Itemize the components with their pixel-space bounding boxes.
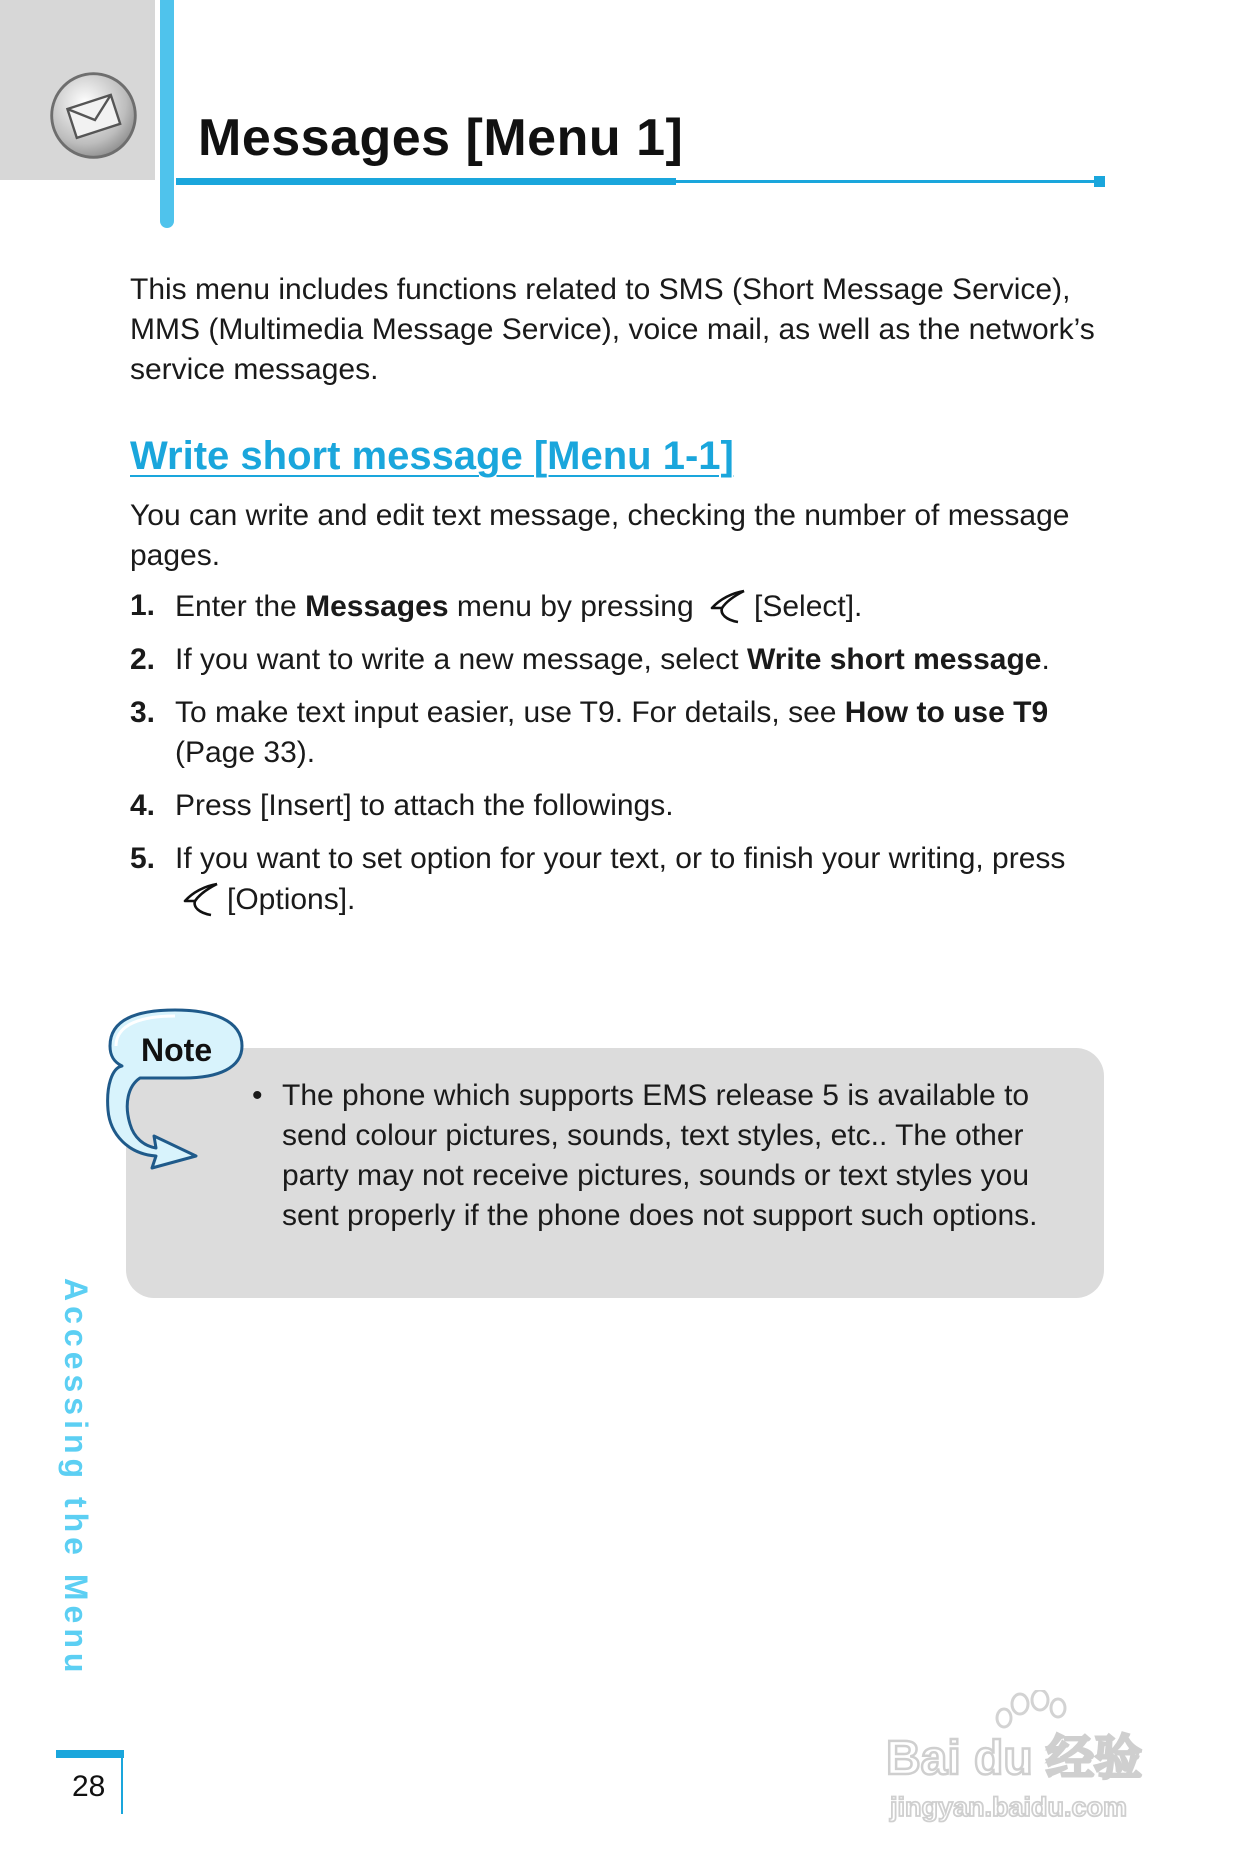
- step-text: If you want to write a new message, select: [175, 643, 747, 676]
- title-rule: [176, 178, 676, 185]
- step-number: 1.: [130, 589, 156, 622]
- watermark-logo-text: Bai du 经验: [886, 1732, 1143, 1785]
- step-text: .: [1041, 643, 1050, 676]
- left-soft-key-icon: [708, 586, 748, 626]
- step-item: [130, 586, 1110, 627]
- step-number: 4.: [130, 789, 156, 822]
- step-item: [130, 693, 1110, 773]
- step-bold-text: Write short message: [746, 643, 1042, 676]
- section-intro: You can write and edit text message, checking the number of message pages.: [130, 499, 1070, 572]
- step-number: 5.: [130, 842, 156, 875]
- note-label: Note: [141, 1032, 213, 1068]
- baidu-watermark: [880, 1690, 1180, 1830]
- section-heading: Write short message [Menu 1-1]: [130, 434, 734, 478]
- intro-paragraph: This menu includes functions related to SMS (Short Message Service), MMS (Multimedia Message Service), voice mail, as well as the network’s service messages.: [130, 273, 1095, 386]
- step-bold-text: How to use T9: [844, 696, 1049, 729]
- header-accent-bar: [160, 0, 174, 228]
- step-text: If you want to set option for your text, or to finish your writing, press: [175, 842, 1066, 875]
- step-item: [130, 839, 1110, 920]
- step-text: To make text input easier, use T9. For details, see: [175, 696, 845, 729]
- title-rule-thin: [676, 180, 1094, 183]
- bullet-icon: •: [252, 1079, 263, 1112]
- step-bold-text: Messages: [305, 590, 449, 623]
- step-item: [130, 640, 1110, 680]
- note-item: [252, 1076, 1082, 1236]
- page-number-rule: [56, 1750, 124, 1758]
- message-envelope-icon: [46, 68, 141, 163]
- watermark-url-text: jingyan.baidu.com: [890, 1792, 1128, 1822]
- steps-list: [130, 586, 1110, 933]
- step-text: [Select].: [754, 590, 863, 623]
- step-number: 2.: [130, 643, 156, 676]
- title-rule-end-square: [1094, 176, 1105, 187]
- step-text: menu by pressing: [448, 590, 694, 623]
- step-text: [Options].: [227, 883, 356, 916]
- step-number: 3.: [130, 696, 156, 729]
- sidebar-chapter-label: Accessing the Menu: [58, 1278, 94, 1678]
- note-text: The phone which supports EMS release 5 is available to send colour pictures, sounds, text styles, etc.. The other party may not receive pictures, sounds or text styles you sent properly if the phone does not support such options.: [282, 1079, 1038, 1232]
- step-text: Press [Insert] to attach the followings.: [175, 789, 674, 822]
- page-number-divider: [121, 1758, 123, 1814]
- step-text: (Page 33).: [175, 736, 316, 769]
- step-text: Enter the: [175, 590, 306, 623]
- page-number: 28: [72, 1770, 106, 1803]
- left-soft-key-icon: [181, 879, 221, 919]
- page-title: Messages [Menu 1]: [198, 109, 684, 167]
- note-list: [252, 1076, 1082, 1236]
- step-item: [130, 786, 1110, 826]
